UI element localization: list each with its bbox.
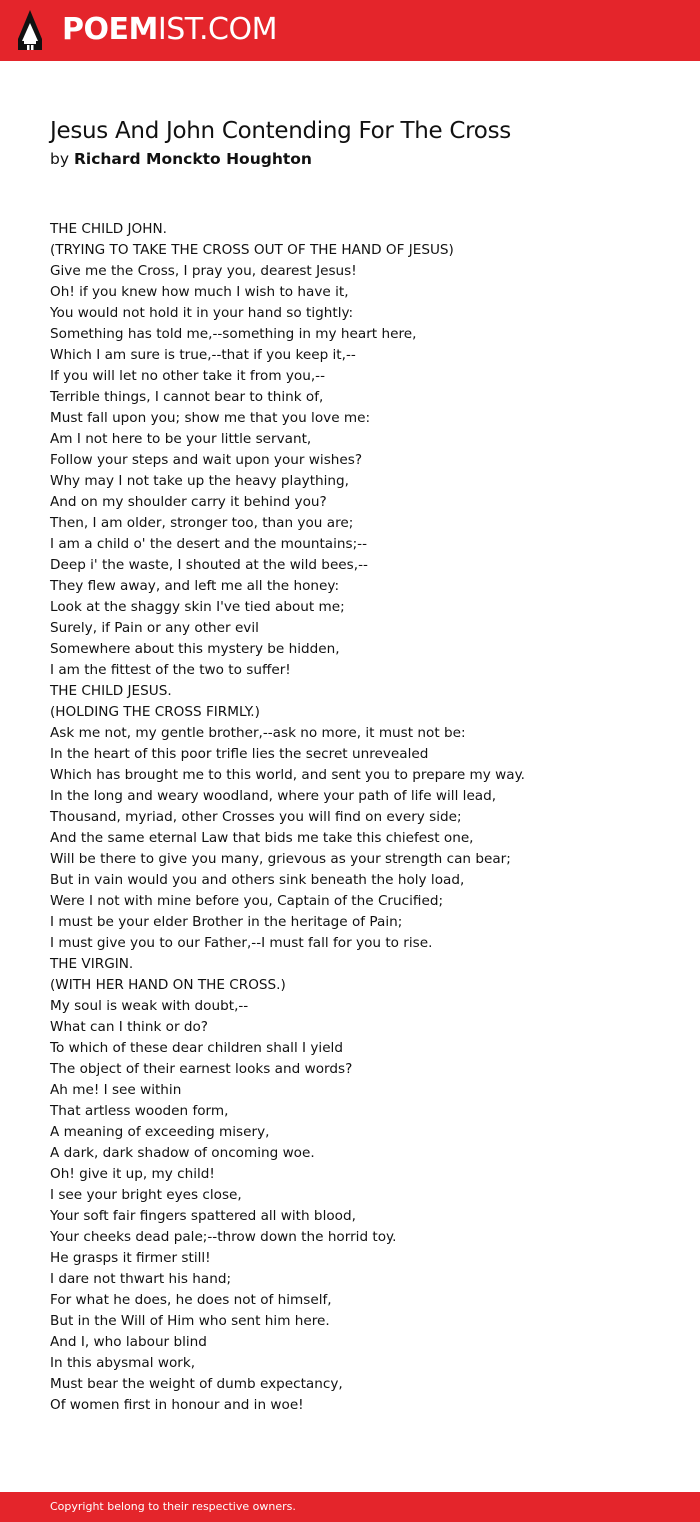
poem-line: THE VIRGIN. [50, 956, 134, 972]
poem-line: A dark, dark shadow of oncoming woe. [50, 1145, 315, 1161]
poem-line: THE CHILD JESUS. [50, 683, 172, 699]
poem-line: Deep i' the waste, I shouted at the wild bees,-- [50, 557, 368, 573]
poem-body [50, 219, 670, 1416]
poem-line: Will be there to give you many, grievous as your strength can bear; [50, 851, 511, 867]
poem-line: Terrible things, I cannot bear to think of, [50, 389, 324, 405]
site-logo[interactable] [62, 10, 277, 50]
poem-line: Of women first in honour and in woe! [50, 1397, 304, 1413]
poem-line: Surely, if Pain or any other evil [50, 620, 259, 636]
poem-line: Oh! give it up, my child! [50, 1166, 215, 1182]
poem-line: In the long and weary woodland, where your path of life will lead, [50, 788, 497, 804]
poem-line: Look at the shaggy skin I've tied about me; [50, 599, 345, 615]
poem-line: Am I not here to be your little servant, [50, 431, 312, 447]
poem-line: But in the Will of Him who sent him here. [50, 1313, 330, 1329]
poem-line: Must fall upon you; show me that you love me: [50, 410, 371, 426]
by-label: by [50, 150, 70, 168]
poem-line: They flew away, and left me all the honey: [50, 578, 340, 594]
poem-line: I am a child o' the desert and the mountains;-- [50, 536, 367, 552]
poem-line: That artless wooden form, [50, 1103, 229, 1119]
poem-line: But in vain would you and others sink beneath the holy load, [50, 872, 465, 888]
pencil-icon[interactable] [17, 9, 43, 51]
poem-line: Then, I am older, stronger too, than you are; [50, 515, 354, 531]
site-header [0, 0, 700, 61]
poem-line: Which has brought me to this world, and sent you to prepare my way. [50, 767, 526, 783]
poem-line: The object of their earnest looks and words? [50, 1061, 353, 1077]
poem-title: Jesus And John Contending For The Cross [50, 118, 511, 144]
poem-line: In this abysmal work, [50, 1355, 196, 1371]
poem-line: I must give you to our Father,--I must fall for you to rise. [50, 935, 433, 951]
poem-line: Why may I not take up the heavy plaything, [50, 473, 349, 489]
copyright-text: Copyright belong to their respective owners. [50, 1500, 296, 1513]
poem-line: I must be your elder Brother in the heritage of Pain; [50, 914, 403, 930]
poem-line: For what he does, he does not of himself, [50, 1292, 332, 1308]
poem-line: Oh! if you knew how much I wish to have it, [50, 284, 349, 300]
poem-line: You would not hold it in your hand so tightly: [50, 305, 354, 321]
poem-line: (WITH HER HAND ON THE CROSS.) [50, 977, 286, 993]
poem-line: I am the fittest of the two to suffer! [50, 662, 291, 678]
poem-line: (HOLDING THE CROSS FIRMLY.) [50, 704, 260, 720]
poem-line: What can I think or do? [50, 1019, 209, 1035]
poem-line: (TRYING TO TAKE THE CROSS OUT OF THE HAND OF JESUS) [50, 242, 454, 258]
poem-line: He grasps it firmer still! [50, 1250, 211, 1266]
site-footer [0, 1492, 700, 1522]
logo-light-text: IST.COM [157, 12, 277, 47]
poem-line: Ask me not, my gentle brother,--ask no more, it must not be: [50, 725, 466, 741]
poem-line: And the same eternal Law that bids me take this chiefest one, [50, 830, 474, 846]
poem-line: Your cheeks dead pale;--throw down the horrid toy. [50, 1229, 397, 1245]
poem-line: In the heart of this poor trifle lies the secret unrevealed [50, 746, 429, 762]
poem-line: I see your bright eyes close, [50, 1187, 242, 1203]
poem-line: And I, who labour blind [50, 1334, 207, 1350]
poem-line: Somewhere about this mystery be hidden, [50, 641, 340, 657]
poem-line: Something has told me,--something in my heart here, [50, 326, 417, 342]
author-name: Richard Monckto Houghton [73, 150, 312, 168]
poem-line: Ah me! I see within [50, 1082, 182, 1098]
poem-line: To which of these dear children shall I yield [50, 1040, 343, 1056]
byline [50, 149, 312, 169]
logo-bold-text: POEM [62, 12, 158, 47]
poem-line: If you will let no other take it from you,-- [50, 368, 325, 384]
poem-line: Which I am sure is true,--that if you keep it,-- [50, 347, 356, 363]
poem-line: THE CHILD JOHN. [50, 221, 167, 237]
poem-line: Your soft fair fingers spattered all with blood, [50, 1208, 356, 1224]
poem-line: My soul is weak with doubt,-- [50, 998, 249, 1014]
poem-line: A meaning of exceeding misery, [50, 1124, 270, 1140]
poem-line: Thousand, myriad, other Crosses you will find on every side; [50, 809, 462, 825]
poem-line: Give me the Cross, I pray you, dearest Jesus! [50, 263, 357, 279]
poem-line: And on my shoulder carry it behind you? [50, 494, 327, 510]
poem-line: I dare not thwart his hand; [50, 1271, 232, 1287]
poem-line: Must bear the weight of dumb expectancy, [50, 1376, 343, 1392]
poem-line: Were I not with mine before you, Captain of the Crucified; [50, 893, 444, 909]
poem-line: Follow your steps and wait upon your wishes? [50, 452, 363, 468]
